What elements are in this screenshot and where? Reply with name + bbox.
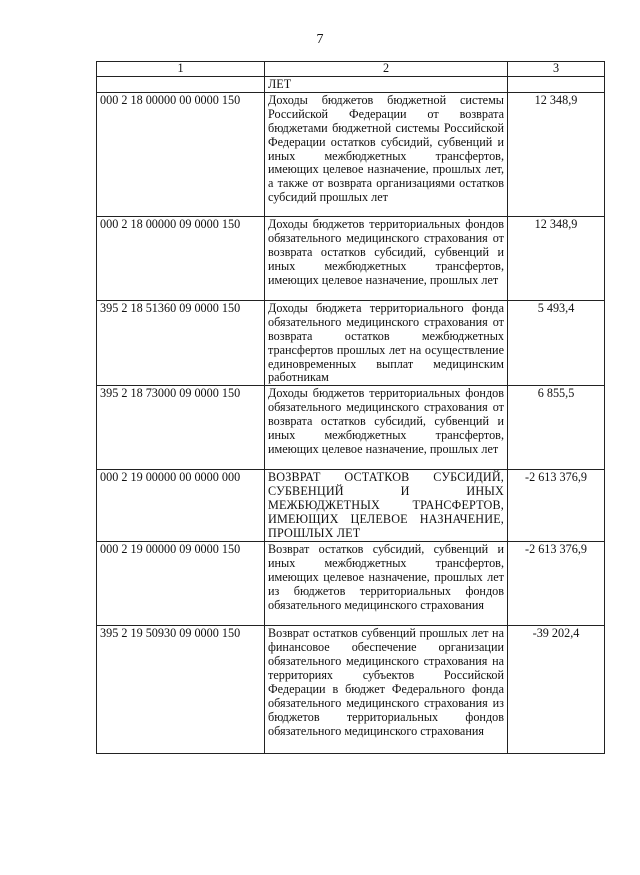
table-row bbox=[97, 470, 605, 542]
row-description: Доходы бюджетов бюджетной системы Российской Федерации от возврата бюджетами бюджетной системы Российской Федерации остатков субсидий, субвенций и иных межбюджетных трансфертов, имеющих целевое назначение, прошлых лет, а также от возврата организациями остатков субсидий прошлых лет bbox=[265, 92, 508, 216]
column-header-code: 1 bbox=[97, 62, 265, 77]
table-row bbox=[97, 92, 605, 216]
row-code: 395 2 19 50930 09 0000 150 bbox=[97, 626, 265, 754]
row-amount: -2 613 376,9 bbox=[508, 542, 605, 626]
continuation-amount-cell bbox=[508, 77, 605, 93]
table-row bbox=[97, 542, 605, 626]
row-description: Доходы бюджетов территориальных фондов обязательного медицинского страхования от возврата остатков субсидий, субвенций и иных межбюджетных трансфертов, имеющих целевое назначение, прошлых лет bbox=[265, 386, 508, 470]
table-header-row bbox=[97, 62, 605, 77]
table-row bbox=[97, 300, 605, 385]
row-code: 000 2 19 00000 00 0000 000 bbox=[97, 470, 265, 542]
column-header-name: 2 bbox=[265, 62, 508, 77]
row-description: Доходы бюджета территориального фонда обязательного медицинского страхования от возврата остатков межбюджетных трансфертов прошлых лет на осуществление единовременных выплат медицинским работникам bbox=[265, 300, 508, 385]
row-description: ВОЗВРАТ ОСТАТКОВ СУБСИДИЙ, СУБВЕНЦИЙ И ИНЫХ МЕЖБЮДЖЕТНЫХ ТРАНСФЕРТОВ, ИМЕЮЩИХ ЦЕЛЕВОЕ НАЗНАЧЕНИЕ, ПРОШЛЫХ ЛЕТ bbox=[265, 470, 508, 542]
continuation-row bbox=[97, 77, 605, 93]
row-amount: 6 855,5 bbox=[508, 386, 605, 470]
table-row bbox=[97, 386, 605, 470]
budget-revenue-table bbox=[96, 61, 605, 754]
row-code: 000 2 18 00000 00 0000 150 bbox=[97, 92, 265, 216]
row-amount: -39 202,4 bbox=[508, 626, 605, 754]
row-code: 395 2 18 51360 09 0000 150 bbox=[97, 300, 265, 385]
continuation-text: ЛЕТ bbox=[265, 77, 508, 93]
row-description: Возврат остатков субсидий, субвенций и иных межбюджетных трансфертов, имеющих целевое назначение, прошлых лет из бюджетов территориальных фондов обязательного медицинского страхования bbox=[265, 542, 508, 626]
table-row bbox=[97, 626, 605, 754]
row-code: 395 2 18 73000 09 0000 150 bbox=[97, 386, 265, 470]
row-code: 000 2 18 00000 09 0000 150 bbox=[97, 216, 265, 300]
row-amount: 12 348,9 bbox=[508, 216, 605, 300]
row-amount: -2 613 376,9 bbox=[508, 470, 605, 542]
table-row bbox=[97, 216, 605, 300]
row-description: Возврат остатков субвенций прошлых лет на финансовое обеспечение организации обязательного медицинского страхования на территориях субъектов Российской Федерации в бюджет Федерального фонда обязательного медицинского страхования из бюджетов территориальных фондов обязательного медицинского страхования bbox=[265, 626, 508, 754]
page-number: 7 bbox=[316, 32, 324, 47]
row-amount: 5 493,4 bbox=[508, 300, 605, 385]
row-code: 000 2 19 00000 09 0000 150 bbox=[97, 542, 265, 626]
column-header-amount: 3 bbox=[508, 62, 605, 77]
continuation-code-cell bbox=[97, 77, 265, 93]
row-amount: 12 348,9 bbox=[508, 92, 605, 216]
row-description: Доходы бюджетов территориальных фондов обязательного медицинского страхования от возврата остатков субсидий, субвенций и иных межбюджетных трансфертов, имеющих целевое назначение, прошлых лет bbox=[265, 216, 508, 300]
